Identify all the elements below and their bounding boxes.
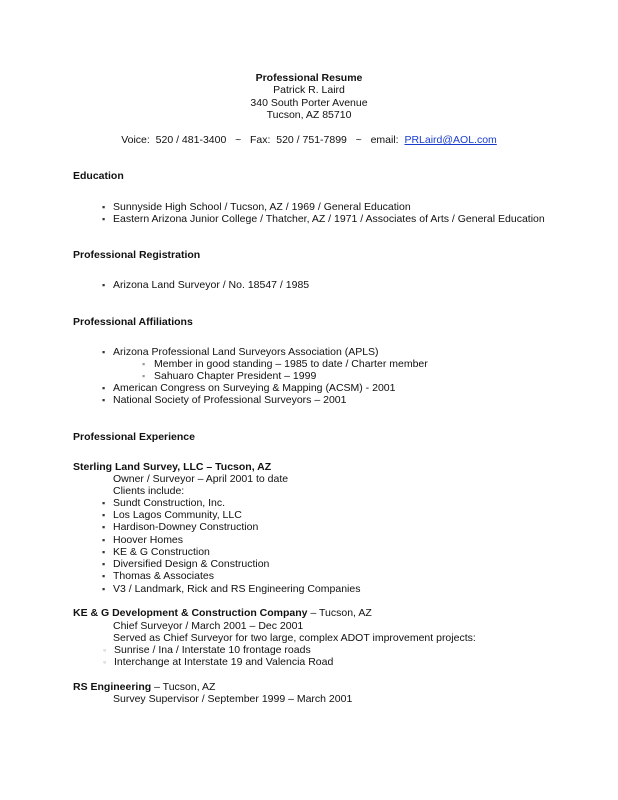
client-item: Hoover Homes <box>113 534 184 546</box>
job-location: – Tucson, AZ <box>151 681 216 693</box>
bullet-icon: ▪ <box>102 347 106 357</box>
registration-item: Arizona Land Surveyor / No. 18547 / 1985 <box>113 279 310 291</box>
separator: ~ <box>355 134 362 146</box>
separator: ~ <box>235 134 242 146</box>
education-item: Eastern Arizona Junior College / Thatcher, AZ / 1971 / Associates of Arts / General Education <box>113 213 545 225</box>
education-item: Sunnyside High School / Tucson, AZ / 1969 / General Education <box>113 201 411 213</box>
affiliation-sub-item: Sahuaro Chapter President – 1999 <box>154 370 317 382</box>
bullet-icon: ▪ <box>102 214 106 224</box>
job-company: KE & G Development & Construction Company <box>73 607 308 619</box>
fax-number: 520 / 751-7899 <box>276 134 347 146</box>
job-note: Served as Chief Surveyor for two large, complex ADOT improvement projects: <box>113 632 476 644</box>
email-label: email: <box>370 134 399 146</box>
bullet-icon: ▪ <box>102 510 106 520</box>
client-item: Hardison-Downey Construction <box>113 521 259 533</box>
job-role: Survey Supervisor / September 1999 – March 2001 <box>113 693 353 705</box>
job-company: Sterling Land Survey, LLC – Tucson, AZ <box>73 461 272 473</box>
affiliation-item: American Congress on Surveying & Mapping (ACSM) - 2001 <box>113 382 396 394</box>
document-title: Professional Resume <box>255 72 363 84</box>
street-address: 340 South Porter Avenue <box>250 97 368 109</box>
job-note: Clients include: <box>113 485 185 497</box>
voice-label: Voice: <box>121 134 150 146</box>
bullet-icon: ▪ <box>102 498 106 508</box>
sub-bullet-icon: ◦ <box>103 645 107 655</box>
job-role: Chief Surveyor / March 2001 – Dec 2001 <box>113 620 304 632</box>
city-state-zip: Tucson, AZ 85710 <box>266 109 352 121</box>
contact-line <box>0 134 618 147</box>
email-link[interactable]: PRLaird@AOL.com <box>404 134 497 146</box>
project-item: Sunrise / Ina / Interstate 10 frontage roads <box>114 644 311 656</box>
bullet-icon: ▪ <box>102 571 106 581</box>
sub-bullet-icon: ▪ <box>142 371 146 381</box>
bullet-icon: ▪ <box>102 559 106 569</box>
client-item: KE & G Construction <box>113 546 210 558</box>
job-location: – Tucson, AZ <box>307 607 372 619</box>
bullet-icon: ▪ <box>102 383 106 393</box>
client-item: Los Lagos Community, LLC <box>113 509 242 521</box>
project-item: Interchange at Interstate 19 and Valencia Road <box>114 656 334 668</box>
education-heading: Education <box>73 170 124 182</box>
job-heading <box>73 607 372 620</box>
fax-label: Fax: <box>249 134 271 146</box>
bullet-icon: ▪ <box>102 547 106 557</box>
bullet-icon: ▪ <box>102 584 106 594</box>
voice-number: 520 / 481-3400 <box>155 134 227 146</box>
experience-heading: Professional Experience <box>73 431 195 443</box>
client-item: Thomas & Associates <box>113 570 214 582</box>
affiliations-heading: Professional Affiliations <box>73 316 193 328</box>
client-item: Sundt Construction, Inc. <box>113 497 226 509</box>
sub-bullet-icon: ◦ <box>103 657 107 667</box>
job-role: Owner / Surveyor – April 2001 to date <box>113 473 289 485</box>
applicant-name: Patrick R. Laird <box>273 84 345 96</box>
client-item: Diversified Design & Construction <box>113 558 270 570</box>
sub-bullet-icon: ▪ <box>142 359 146 369</box>
bullet-icon: ▪ <box>102 395 106 405</box>
client-item: V3 / Landmark, Rick and RS Engineering Companies <box>113 583 361 595</box>
bullet-icon: ▪ <box>102 280 106 290</box>
bullet-icon: ▪ <box>102 202 106 212</box>
job-company: RS Engineering <box>73 681 152 693</box>
affiliation-sub-item: Member in good standing – 1985 to date / Charter member <box>154 358 428 370</box>
registration-heading: Professional Registration <box>73 249 201 261</box>
affiliation-item: National Society of Professional Surveyors – 2001 <box>113 394 347 406</box>
bullet-icon: ▪ <box>102 535 106 545</box>
affiliation-item: Arizona Professional Land Surveyors Association (APLS) <box>113 346 379 358</box>
bullet-icon: ▪ <box>102 522 106 532</box>
